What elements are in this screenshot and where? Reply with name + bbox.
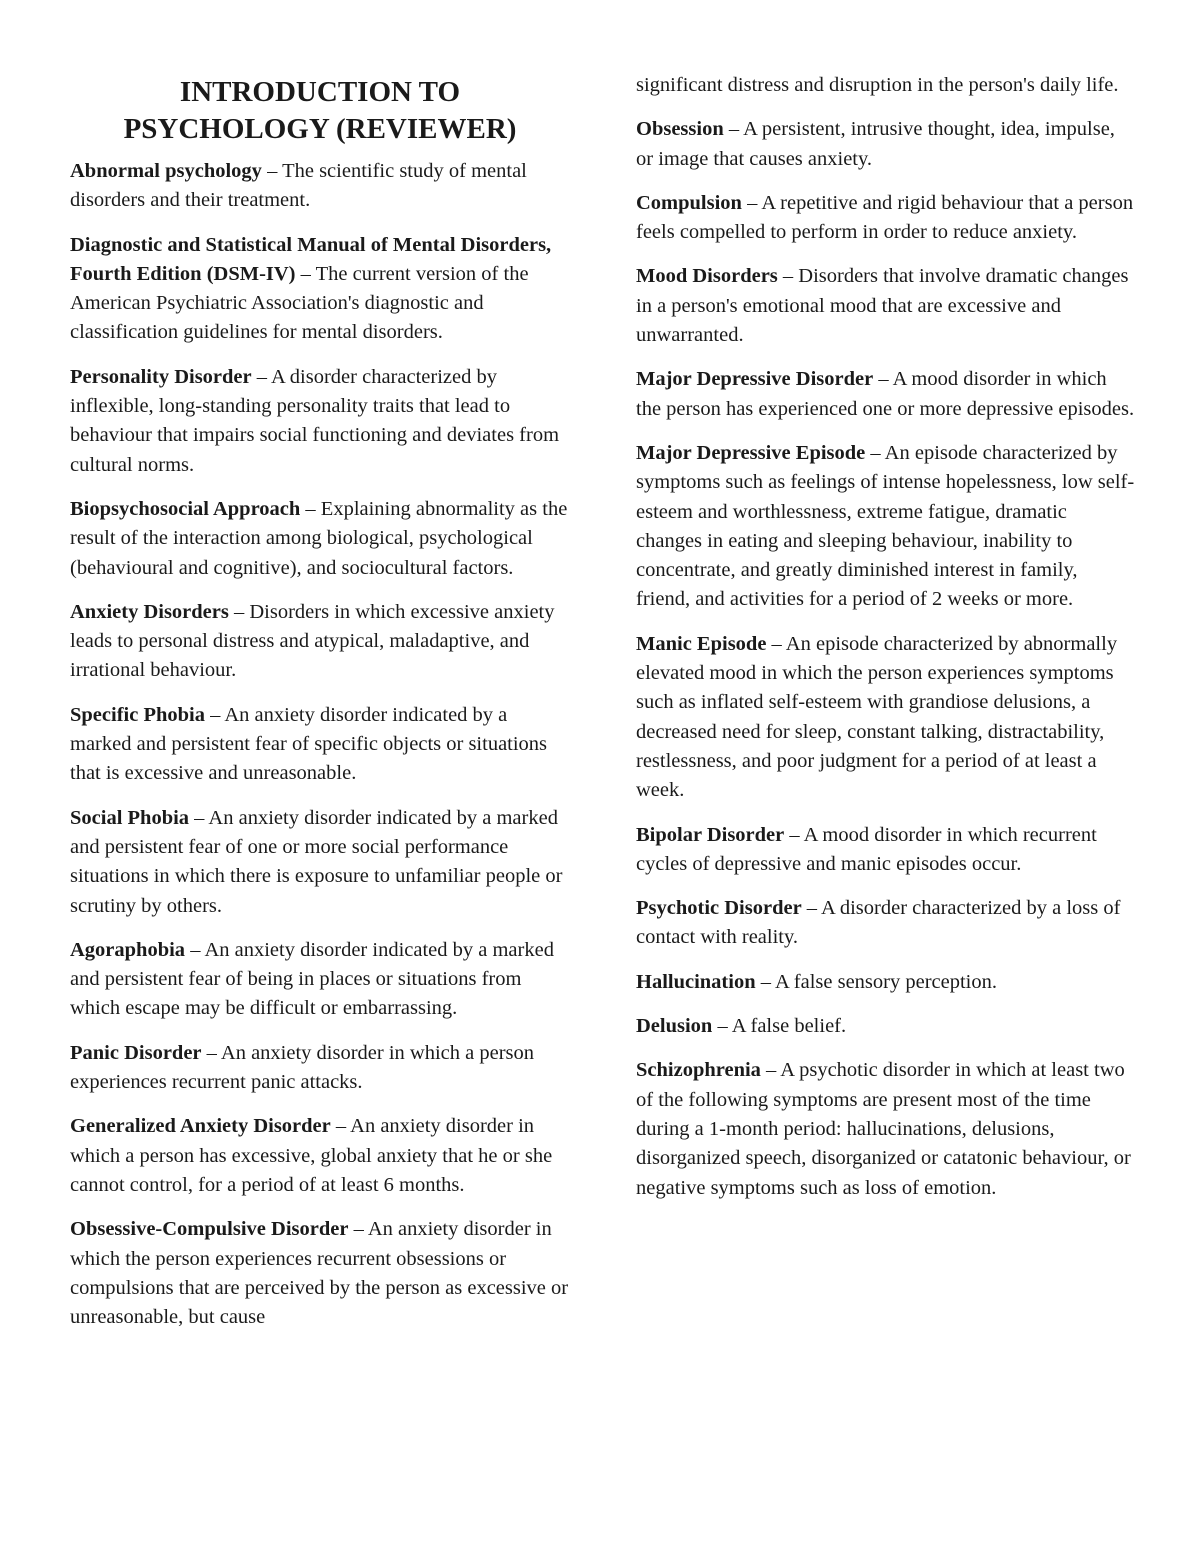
glossary-term: Mood Disorders: [636, 265, 778, 288]
glossary-term: Obsessive-Compulsive Disorder: [70, 1218, 349, 1241]
glossary-term: Schizophrenia: [636, 1059, 761, 1082]
term-separator: –: [760, 1059, 781, 1082]
term-separator: –: [766, 632, 786, 655]
left-column: [70, 74, 570, 1347]
glossary-entry: [636, 365, 1136, 424]
glossary-entry: [70, 936, 570, 1024]
left-entry-list: [70, 157, 570, 1332]
glossary-term: Specific Phobia: [70, 703, 205, 726]
glossary-definition: An anxiety disorder indicated by a marked and persistent fear of one or more social performance situations in which there is exposure to unfamiliar people or scrutiny by others.: [70, 806, 563, 917]
term-separator: –: [741, 191, 762, 214]
glossary-definition: An anxiety disorder indicated by a marked and persistent fear of being in places or situations from which escape may be difficult or embarrassing.: [70, 938, 554, 1020]
glossary-term: Anxiety Disorders: [70, 600, 229, 623]
term-separator: –: [261, 160, 283, 182]
page-title: [70, 74, 570, 148]
glossary-definition: An episode characterized by abnormally elevated mood in which the person experiences symptoms such as inflated self-esteem with grandiose delusions, a decreased need for sleep, constant talking, distractability, restlessness, and poor judgment for a period of at least a week.: [636, 632, 1118, 802]
term-separator: –: [300, 497, 321, 520]
glossary-definition: A disorder characterized by inflexible, long-standing personality traits that lead to behaviour that impairs social functioning and deviates from cultural norms.: [70, 365, 560, 476]
glossary-definition: An episode characterized by symptoms such as feelings of intense hopelessness, low self-esteem and worthlessness, extreme fatigue, dramatic changes in eating and sleeping behaviour, inability to concentrate, and greatly diminished interest in family, friend, and activities for a period of 2 weeks or more.: [636, 441, 1135, 611]
term-separator: –: [865, 441, 885, 464]
glossary-entry: [636, 821, 1136, 880]
glossary-term: Manic Episode: [636, 632, 767, 655]
glossary-definition: Explaining abnormality as the result of the interaction among biological, psychological (behavioural and cognitive), and sociocultural factors.: [70, 497, 568, 579]
glossary-definition: An anxiety disorder in which a person has excessive, global anxiety that he or she cannot control, for a period of at least 6 months.: [70, 1115, 553, 1196]
title-line-2: PSYCHOLOGY (REVIEWER): [123, 113, 517, 145]
glossary-definition: An anxiety disorder indicated by a marked and persistent fear of specific objects or situations that is excessive and unreasonable.: [70, 703, 548, 785]
glossary-entry: [70, 1215, 570, 1332]
glossary-entry: [636, 115, 1136, 174]
glossary-entry: [70, 363, 570, 480]
term-separator: –: [723, 118, 744, 141]
glossary-term: Obsession: [636, 118, 724, 141]
term-separator: –: [801, 897, 822, 920]
glossary-definition: A persistent, intrusive thought, idea, impulse, or image that causes anxiety.: [636, 118, 1115, 170]
glossary-entry: [636, 262, 1136, 350]
continuation-text: significant distress and disruption in the person's daily life.: [636, 74, 1119, 96]
glossary-definition: A mood disorder in which recurrent cycles of depressive and manic episodes occur.: [636, 823, 1097, 875]
term-separator: –: [873, 368, 893, 391]
glossary-definition: A false sensory perception.: [774, 970, 998, 993]
glossary-definition: A psychotic disorder in which at least two of the following symptoms are present most of the time during a 1-month period: hallucinations, delusions, disorganized speech, disorganized or catatonic behaviour, or negative symptoms such as loss of emotion.: [636, 1059, 1131, 1199]
glossary-definition: An anxiety disorder in which a person experiences recurrent panic attacks.: [70, 1041, 535, 1094]
glossary-term: Hallucination: [636, 970, 756, 993]
right-entry-list: [636, 115, 1136, 1203]
glossary-term: Compulsion: [636, 191, 742, 214]
term-separator: –: [712, 1015, 732, 1038]
glossary-definition: An anxiety disorder in which the person experiences recurrent obsessions or compulsions that are perceived by the person as excessive or unreasonable, but cause: [70, 1218, 569, 1329]
glossary-definition: The current version of the American Psychiatric Association's diagnostic and classification guidelines for mental disorders.: [70, 262, 529, 344]
glossary-term: Panic Disorder: [70, 1041, 202, 1064]
term-separator: –: [251, 365, 271, 388]
term-separator: –: [784, 823, 804, 846]
glossary-entry: [636, 439, 1136, 615]
glossary-term: Social Phobia: [70, 806, 190, 829]
term-separator: –: [777, 265, 799, 288]
term-separator: –: [228, 600, 250, 623]
glossary-entry: [636, 630, 1136, 806]
glossary-entry: [70, 157, 570, 216]
glossary-definition: Disorders that involve dramatic changes in a person's emotional mood that are excessive and unwarranted.: [636, 265, 1129, 347]
term-separator: –: [330, 1115, 351, 1138]
glossary-term: Major Depressive Episode: [636, 441, 866, 464]
term-separator: –: [189, 806, 209, 829]
glossary-term: Psychotic Disorder: [636, 897, 802, 920]
term-separator: –: [348, 1218, 368, 1241]
glossary-entry: [70, 495, 570, 583]
glossary-term: Bipolar Disorder: [636, 823, 785, 846]
glossary-term: Delusion: [636, 1015, 713, 1038]
glossary-entry: [636, 1012, 1136, 1041]
glossary-entry: [70, 598, 570, 686]
term-separator: –: [204, 703, 225, 726]
glossary-entry: [70, 804, 570, 921]
glossary-term: Diagnostic and Statistical Manual of Mental Disorders, Fourth Edition (DSM-IV): [70, 233, 552, 285]
glossary-term: Major Depressive Disorder: [636, 368, 874, 391]
term-separator: –: [295, 262, 316, 285]
glossary-entry: [636, 189, 1136, 248]
glossary-entry: [70, 1112, 570, 1200]
glossary-entry: [70, 1039, 570, 1098]
term-separator: –: [755, 970, 775, 993]
right-column: [636, 71, 1136, 1218]
glossary-term: Personality Disorder: [70, 365, 252, 388]
glossary-definition: The scientific study of mental disorders and their treatment.: [70, 160, 527, 212]
glossary-entry: [636, 1056, 1136, 1202]
term-separator: –: [201, 1041, 221, 1064]
glossary-term: Biopsychosocial Approach: [70, 497, 301, 520]
glossary-entry: [70, 701, 570, 789]
glossary-entry: [636, 968, 1136, 997]
glossary-entry: [70, 231, 570, 348]
glossary-definition: A false belief.: [731, 1015, 847, 1038]
title-line-1: INTRODUCTION TO: [179, 76, 461, 108]
glossary-term: Agoraphobia: [70, 938, 186, 961]
glossary-definition: A mood disorder in which the person has experienced one or more depressive episodes.: [636, 368, 1135, 420]
glossary-term: Generalized Anxiety Disorder: [70, 1115, 331, 1138]
glossary-term: Abnormal psychology: [70, 160, 262, 182]
glossary-entry: [636, 894, 1136, 953]
glossary-definition: Disorders in which excessive anxiety leads to personal distress and atypical, maladaptive, and irrational behaviour.: [70, 600, 555, 682]
glossary-definition: A disorder characterized by a loss of contact with reality.: [636, 897, 1121, 949]
glossary-definition: A repetitive and rigid behaviour that a person feels compelled to perform in order to reduce anxiety.: [636, 191, 1134, 244]
term-separator: –: [185, 938, 205, 961]
